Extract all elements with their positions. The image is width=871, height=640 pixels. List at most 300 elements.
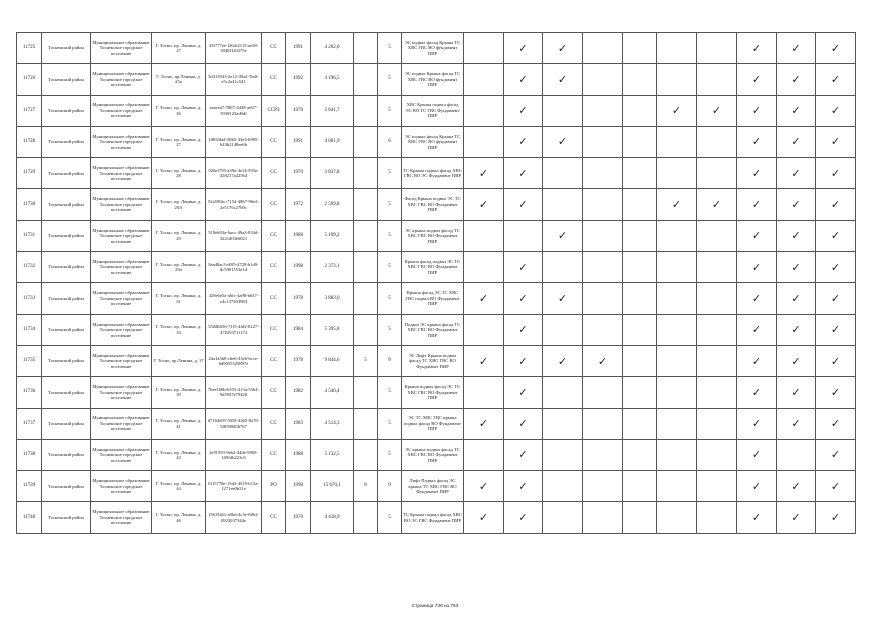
empty-check-cell [657, 158, 697, 189]
checkmark-icon: ✓ [777, 345, 816, 376]
checkmark-icon: ✓ [777, 64, 816, 95]
building-code-cell: 8aa48ac3-d0f5-4728-b1d9-dc5981553e1d [206, 252, 262, 283]
district-cell: Тосненский район [42, 33, 91, 64]
works-list-cell: Крыша фасад подвал ЭС ТС ХВС ГВС ВО Фундамент ПИР [402, 252, 464, 283]
checkmark-icon: ✓ [504, 64, 543, 95]
floors-cell: 5 [378, 408, 402, 439]
works-list-cell: ЭС подвал Крыша фасад ТС ХВС ГВС ВО фундамент ПИР [402, 64, 464, 95]
empty-check-cell [583, 64, 623, 95]
floors-cell: 5 [378, 283, 402, 314]
empty-check-cell [623, 502, 657, 533]
count-cell [354, 314, 378, 345]
works-list-cell: Крыша фасад ЭС ТС ХВС ГВС подвал ВО Фундамент ПИР [402, 283, 464, 314]
address-cell: Г. Тосно, пр. Ленина, д. 33 [152, 314, 206, 345]
empty-check-cell [657, 314, 697, 345]
empty-check-cell [583, 158, 623, 189]
checkmark-icon: ✓ [777, 502, 816, 533]
empty-check-cell [623, 220, 657, 251]
empty-check-cell [657, 439, 697, 470]
count-cell [354, 158, 378, 189]
wall-material-cell: ССРЗ [262, 95, 286, 126]
count-cell [354, 189, 378, 220]
empty-check-cell [583, 283, 623, 314]
works-list-cell: ЭС Лифт Крыша подвал фасад ТС ХВС ГВС ВО Фундамент ПИР [402, 345, 464, 376]
address-cell: Г. Тосно, пр. Ленина, д. 26 [152, 95, 206, 126]
page-footer: Страница 736 из 753 [411, 604, 459, 609]
row-id: 11732 [17, 252, 42, 283]
building-code-cell: 76ee1b8b-b555-413a-55b4-9d5947e79428 [206, 377, 262, 408]
year-cell: 1984 [286, 314, 311, 345]
empty-check-cell [697, 502, 737, 533]
municipality-cell: Муниципальное образование Тосненское городское поселение [91, 377, 152, 408]
empty-check-cell [697, 314, 737, 345]
year-cell: 1970 [286, 95, 311, 126]
empty-check-cell [623, 408, 657, 439]
table-row [17, 64, 856, 95]
address-cell: Г. Тосно, пр.Ленина, д. 37 [152, 345, 206, 376]
table-row [17, 189, 856, 220]
wall-material-cell: СС [262, 345, 286, 376]
year-cell: 1992 [286, 64, 311, 95]
empty-check-cell [583, 220, 623, 251]
checkmark-icon: ✓ [737, 283, 777, 314]
checkmark-icon: ✓ [464, 502, 504, 533]
empty-check-cell [657, 377, 697, 408]
district-cell: Тосненский район [42, 189, 91, 220]
address-cell: Г. Тосно, пр. Ленина, д. 29 [152, 220, 206, 251]
checkmark-icon: ✓ [777, 220, 816, 251]
checkmark-icon: ✓ [816, 314, 856, 345]
building-code-cell: 52a590ac-7154-4867-96e2-2e5176c2769c [206, 189, 262, 220]
checkmark-icon: ✓ [737, 345, 777, 376]
building-code-cell: 35f777ee-f26d-4115-ae58-3048f1a9275e [206, 33, 262, 64]
checkmark-icon: ✓ [504, 33, 543, 64]
year-cell: 1970 [286, 158, 311, 189]
municipality-cell: Муниципальное образование Тосненское городское поселение [91, 502, 152, 533]
works-list-cell: Подвал ЭС крыша фасад ТС ХВС ГВС ВО Фундамент ПИР [402, 314, 464, 345]
empty-check-cell [697, 158, 737, 189]
empty-check-cell [657, 252, 697, 283]
row-id: 11726 [17, 64, 42, 95]
works-list-cell: ЭС крыша подвал фасад ТС ХВС ГВС ВО Фундамент ПИР [402, 439, 464, 470]
municipality-cell: Муниципальное образование Тосненское городское поселение [91, 189, 152, 220]
empty-check-cell [583, 126, 623, 157]
checkmark-icon: ✓ [464, 189, 504, 220]
floors-cell: 5 [378, 439, 402, 470]
empty-check-cell [583, 189, 623, 220]
checkmark-icon: ✓ [737, 126, 777, 157]
floors-cell: 5 [378, 189, 402, 220]
works-list-cell: Лифт Подвал фасад ЭС крыша ТС ХВС ГВС ВО Фундамент ПИР [402, 471, 464, 502]
checkmark-icon: ✓ [504, 126, 543, 157]
checkmark-icon: ✓ [816, 64, 856, 95]
empty-check-cell [543, 408, 583, 439]
district-cell: Тосненский район [42, 283, 91, 314]
works-list-cell: ЭС ТС ХВС ГВС крыша подвал фасад ВО Фундамент ПИР [402, 408, 464, 439]
table-row [17, 502, 856, 533]
municipality-cell: Муниципальное образование Тосненское городское поселение [91, 314, 152, 345]
year-cell: 1998 [286, 471, 311, 502]
checkmark-icon: ✓ [657, 95, 697, 126]
checkmark-icon: ✓ [777, 314, 816, 345]
count-cell [354, 64, 378, 95]
district-cell: Тосненский район [42, 95, 91, 126]
year-cell: 1998 [286, 252, 311, 283]
checkmark-icon: ✓ [504, 95, 543, 126]
row-id: 11736 [17, 377, 42, 408]
wall-material-cell: СС [262, 283, 286, 314]
empty-check-cell [657, 283, 697, 314]
wall-material-cell: СС [262, 502, 286, 533]
checkmark-icon: ✓ [777, 33, 816, 64]
checkmark-icon: ✓ [777, 95, 816, 126]
count-cell [354, 220, 378, 251]
row-id: 11729 [17, 158, 42, 189]
checkmark-icon: ✓ [816, 345, 856, 376]
checkmark-icon: ✓ [464, 158, 504, 189]
checkmark-icon: ✓ [737, 189, 777, 220]
year-cell: 1991 [286, 33, 311, 64]
district-cell: Тосненский район [42, 158, 91, 189]
checkmark-icon: ✓ [504, 408, 543, 439]
empty-check-cell [623, 95, 657, 126]
count-cell [354, 502, 378, 533]
checkmark-icon: ✓ [504, 471, 543, 502]
table-row [17, 95, 856, 126]
floors-cell: 5 [378, 220, 402, 251]
address-cell: Г. Тосно, пр. Ленина, д. 29А [152, 189, 206, 220]
checkmark-icon: ✓ [504, 314, 543, 345]
count-cell [354, 439, 378, 470]
municipality-cell: Муниципальное образование Тосненское городское поселение [91, 283, 152, 314]
floors-cell: 5 [378, 158, 402, 189]
area-cell: 4 202,0 [311, 33, 354, 64]
empty-check-cell [583, 95, 623, 126]
row-id: 11737 [17, 408, 42, 439]
works-list-cell: ЭС подвал фасад Крыша ТС ХВС ГВС ВО фундамент ПИР [402, 126, 464, 157]
year-cell: 1972 [286, 189, 311, 220]
empty-check-cell [464, 377, 504, 408]
empty-check-cell [543, 189, 583, 220]
checkmark-icon: ✓ [543, 126, 583, 157]
wall-material-cell: СС [262, 158, 286, 189]
data-table [16, 32, 856, 534]
municipality-cell: Муниципальное образование Тосненское городское поселение [91, 471, 152, 502]
checkmark-icon: ✓ [504, 252, 543, 283]
area-cell: 9 844,6 [311, 345, 354, 376]
empty-check-cell [777, 439, 816, 470]
checkmark-icon: ✓ [657, 189, 697, 220]
empty-check-cell [697, 126, 737, 157]
district-cell: Тосненский район [42, 471, 91, 502]
wall-material-cell: СС [262, 126, 286, 157]
table-row [17, 33, 856, 64]
district-cell: Тосненский район [42, 64, 91, 95]
address-cell: Г. Тосно, пр. Ленина, д. 31 [152, 283, 206, 314]
area-cell: 3 883,0 [311, 283, 354, 314]
wall-material-cell: РО [262, 471, 286, 502]
year-cell: 1978 [286, 345, 311, 376]
area-cell: 4 514,3 [311, 408, 354, 439]
checkmark-icon: ✓ [737, 408, 777, 439]
row-id: 11735 [17, 345, 42, 376]
table-row [17, 408, 856, 439]
empty-check-cell [623, 314, 657, 345]
empty-check-cell [697, 33, 737, 64]
checkmark-icon: ✓ [816, 189, 856, 220]
empty-check-cell [583, 314, 623, 345]
municipality-cell: Муниципальное образование Тосненское городское поселение [91, 252, 152, 283]
year-cell: 1988 [286, 220, 311, 251]
floors-cell: 5 [378, 33, 402, 64]
checkmark-icon: ✓ [816, 95, 856, 126]
count-cell: 5 [354, 345, 378, 376]
wall-material-cell: СС [262, 439, 286, 470]
address-cell: Г. Тосно, пр. Ленина, д. 27 [152, 126, 206, 157]
checkmark-icon: ✓ [464, 283, 504, 314]
checkmark-icon: ✓ [777, 283, 816, 314]
building-code-cell: 1f802dad-58b5-43e4-b995-643b2148ee6b [206, 126, 262, 157]
year-cell: 1978 [286, 283, 311, 314]
address-cell: Г. Тосно, пр. Ленина, д. 29а [152, 252, 206, 283]
empty-check-cell [623, 377, 657, 408]
area-cell: 4 001,9 [311, 126, 354, 157]
floors-cell: 5 [378, 314, 402, 345]
empty-check-cell [543, 95, 583, 126]
wall-material-cell: СС [262, 408, 286, 439]
district-cell: Тосненский район [42, 345, 91, 376]
checkmark-icon: ✓ [816, 158, 856, 189]
row-id: 11728 [17, 126, 42, 157]
building-code-cell: 519eb93a-6acc-49a3-834d-3221d03e6021 [206, 220, 262, 251]
checkmark-icon: ✓ [464, 408, 504, 439]
municipality-cell: Муниципальное образование Тосненское городское поселение [91, 220, 152, 251]
area-cell: 2 641,7 [311, 95, 354, 126]
address-cell: Г. Тосно, пр. Ленина, д. 39 [152, 377, 206, 408]
table-row [17, 377, 856, 408]
empty-check-cell [697, 252, 737, 283]
area-cell: 15 670,1 [311, 471, 354, 502]
works-list-cell: Фасад Крыша подвал ЭС ТС ХВС ГВС ВО Фундамент ПИР [402, 189, 464, 220]
empty-check-cell [697, 408, 737, 439]
table-row [17, 283, 856, 314]
row-id: 11725 [17, 33, 42, 64]
table-row [17, 471, 856, 502]
count-cell [354, 126, 378, 157]
checkmark-icon: ✓ [543, 220, 583, 251]
year-cell: 1991 [286, 126, 311, 157]
empty-check-cell [543, 252, 583, 283]
row-id: 11734 [17, 314, 42, 345]
empty-check-cell [657, 220, 697, 251]
checkmark-icon: ✓ [543, 33, 583, 64]
empty-check-cell [657, 408, 697, 439]
year-cell: 1983 [286, 408, 311, 439]
checkmark-icon: ✓ [464, 471, 504, 502]
address-cell: Г. Тосно, пр. Ленина, д. 27 [152, 33, 206, 64]
checkmark-icon: ✓ [816, 471, 856, 502]
table-row [17, 158, 856, 189]
municipality-cell: Муниципальное образование Тосненское городское поселение [91, 158, 152, 189]
wall-material-cell: СС [262, 64, 286, 95]
empty-check-cell [623, 471, 657, 502]
checkmark-icon: ✓ [737, 314, 777, 345]
checkmark-icon: ✓ [543, 283, 583, 314]
checkmark-icon: ✓ [816, 126, 856, 157]
empty-check-cell [657, 502, 697, 533]
checkmark-icon: ✓ [737, 158, 777, 189]
empty-check-cell [583, 439, 623, 470]
checkmark-icon: ✓ [816, 439, 856, 470]
works-list-cell: ЭС подвал фасад Крыша ТС ХВС ГВС ВО фундамент ПИР [402, 33, 464, 64]
empty-check-cell [543, 158, 583, 189]
checkmark-icon: ✓ [504, 345, 543, 376]
checkmark-icon: ✓ [777, 189, 816, 220]
empty-check-cell [543, 439, 583, 470]
table-row [17, 314, 856, 345]
empty-check-cell [697, 64, 737, 95]
floors-cell: 9 [378, 345, 402, 376]
empty-check-cell [697, 377, 737, 408]
checkmark-icon: ✓ [504, 377, 543, 408]
district-cell: Тосненский район [42, 502, 91, 533]
municipality-cell: Муниципальное образование Тосненское городское поселение [91, 95, 152, 126]
count-cell [354, 283, 378, 314]
floors-cell: 5 [378, 64, 402, 95]
empty-check-cell [543, 377, 583, 408]
checkmark-icon: ✓ [583, 345, 623, 376]
checkmark-icon: ✓ [737, 95, 777, 126]
count-cell [354, 408, 378, 439]
building-code-cell: f5619a61-a9bd-4c3e-8f8d-0923037344e [206, 502, 262, 533]
count-cell [354, 252, 378, 283]
works-list-cell: Крыша подвал фасад ЭС ТС ХВС ГВС ВО Фундамент ПИР [402, 377, 464, 408]
checkmark-icon: ✓ [504, 502, 543, 533]
empty-check-cell [657, 126, 697, 157]
empty-check-cell [464, 252, 504, 283]
checkmark-icon: ✓ [737, 439, 777, 470]
checkmark-icon: ✓ [737, 502, 777, 533]
table-row [17, 126, 856, 157]
table-row [17, 345, 856, 376]
district-cell: Тосненский район [42, 439, 91, 470]
building-code-cell: 329e6e5a-a6fc-4a98-b637-e4c137203983 [206, 283, 262, 314]
empty-check-cell [623, 439, 657, 470]
row-id: 11740 [17, 502, 42, 533]
empty-check-cell [657, 33, 697, 64]
building-code-cell: d7164e05-5058-4465-8a70-5f8590d5b767 [206, 408, 262, 439]
checkmark-icon: ✓ [777, 471, 816, 502]
table-row [17, 439, 856, 470]
empty-check-cell [583, 33, 623, 64]
empty-check-cell [464, 33, 504, 64]
checkmark-icon: ✓ [737, 64, 777, 95]
year-cell: 1988 [286, 439, 311, 470]
empty-check-cell [583, 252, 623, 283]
works-list-cell: ТС Крыша подвал фасад ХВС ГВС ВО ЭС Фундамент ПИР [402, 158, 464, 189]
table-row [17, 252, 856, 283]
empty-check-cell [623, 64, 657, 95]
empty-check-cell [623, 126, 657, 157]
count-cell [354, 95, 378, 126]
row-id: 11739 [17, 471, 42, 502]
row-id: 11730 [17, 189, 42, 220]
empty-check-cell [583, 502, 623, 533]
checkmark-icon: ✓ [737, 220, 777, 251]
address-cell: Г. Тосно, пр. Ленина, д. 41 [152, 408, 206, 439]
building-code-cell: 01f5778e-15d3-4519-b13a-1271ee0b51e [206, 471, 262, 502]
year-cell: 1982 [286, 377, 311, 408]
floors-cell: 6 [378, 126, 402, 157]
municipality-cell: Муниципальное образование Тосненское городское поселение [91, 439, 152, 470]
empty-check-cell [657, 471, 697, 502]
checkmark-icon: ✓ [737, 33, 777, 64]
empty-check-cell [657, 345, 697, 376]
empty-check-cell [543, 502, 583, 533]
empty-check-cell [697, 345, 737, 376]
empty-check-cell [623, 283, 657, 314]
checkmark-icon: ✓ [816, 502, 856, 533]
area-cell: 2 599,8 [311, 189, 354, 220]
row-id: 11738 [17, 439, 42, 470]
checkmark-icon: ✓ [504, 189, 543, 220]
area-cell: 3 837,8 [311, 158, 354, 189]
empty-check-cell [697, 439, 737, 470]
checkmark-icon: ✓ [543, 345, 583, 376]
municipality-cell: Муниципальное образование Тосненское городское поселение [91, 64, 152, 95]
row-id: 11727 [17, 95, 42, 126]
empty-check-cell [583, 471, 623, 502]
checkmark-icon: ✓ [504, 439, 543, 470]
empty-check-cell [697, 220, 737, 251]
works-list-cell: ЭС крыша подвал фасад ТС ХВС ГВС ВО Фундамент ПИР [402, 220, 464, 251]
district-cell: Тосненский район [42, 314, 91, 345]
address-cell: Г. Тосно, пр. Ленина, д. 28 [152, 158, 206, 189]
area-cell: 5 395,8 [311, 314, 354, 345]
empty-check-cell [623, 252, 657, 283]
empty-check-cell [697, 471, 737, 502]
district-cell: Тосненский район [42, 408, 91, 439]
checkmark-icon: ✓ [737, 471, 777, 502]
checkmark-icon: ✓ [464, 345, 504, 376]
year-cell: 1970 [286, 502, 311, 533]
works-list-cell: ТС Крыша подвал фасад ХВС ВО ЭС ГВС Фундамент ПИР [402, 502, 464, 533]
checkmark-icon: ✓ [777, 158, 816, 189]
empty-check-cell [464, 126, 504, 157]
wall-material-cell: СС [262, 220, 286, 251]
municipality-cell: Муниципальное образование Тосненское городское поселение [91, 408, 152, 439]
floors-cell: 5 [378, 502, 402, 533]
floors-cell: 5 [378, 252, 402, 283]
district-cell: Тосненский район [42, 220, 91, 251]
checkmark-icon: ✓ [543, 64, 583, 95]
empty-check-cell [623, 189, 657, 220]
district-cell: Тосненский район [42, 252, 91, 283]
address-cell: Г. Тосно, пр. Ленина, д. 44 [152, 471, 206, 502]
checkmark-icon: ✓ [816, 377, 856, 408]
empty-check-cell [623, 33, 657, 64]
checkmark-icon: ✓ [737, 377, 777, 408]
table-row [17, 220, 856, 251]
empty-check-cell [583, 408, 623, 439]
municipality-cell: Муниципальное образование Тосненское городское поселение [91, 126, 152, 157]
checkmark-icon: ✓ [697, 189, 737, 220]
row-id: 11731 [17, 220, 42, 251]
area-cell: 4 418,9 [311, 502, 354, 533]
address-cell: Г. Тосно, пр. Ленина, д. 43 [152, 439, 206, 470]
empty-check-cell [464, 314, 504, 345]
empty-check-cell [697, 283, 737, 314]
